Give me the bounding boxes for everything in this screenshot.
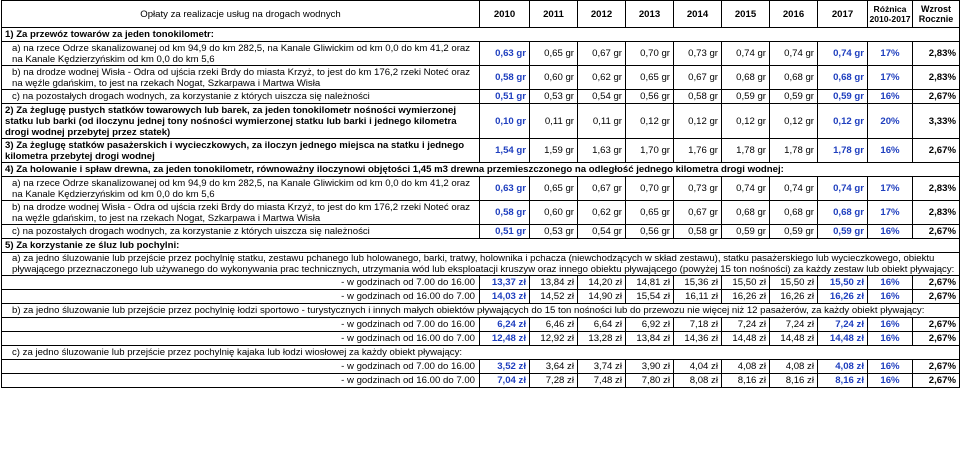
value-cell: 16,26 zł [770,290,818,304]
time-slot-label: - w godzinach od 16.00 do 7.00 [2,290,480,304]
value-cell: 0,70 gr [626,42,674,66]
year-header: 2010 [480,1,530,28]
value-cell: 0,53 gr [530,90,578,104]
value-cell: 8,08 zł [674,374,722,388]
diff-cell: 16% [868,318,913,332]
value-cell: 3,90 zł [626,360,674,374]
subsection-text: a) za jedno śluzowanie lub przejście przez pochylnię statku, zestawu pchanego lub holowanego, barki, tratwy, holownika i pchacza (niewchodzących w skład zestawu), statku pasażerskiego lub wycieczkowego, obiektu pływającego przeznaczonego lub używanego do wykonywania prac technicznych, utrzymania wód lub eksploatacji kruszyw oraz innego obiektu pływającego (powyżej 15 ton nośności) za każdy zestaw lub obiekt pływający: [2,253,960,276]
growth-cell: 2,67% [913,90,960,104]
year-header: 2011 [530,1,578,28]
value-cell: 0,73 gr [674,42,722,66]
growth-cell: 2,67% [913,318,960,332]
diff-cell: 17% [868,66,913,90]
diff-cell: 16% [868,90,913,104]
value-cell: 0,58 gr [674,225,722,239]
table-row [2,360,960,374]
subsection-row [2,304,960,318]
value-cell: 7,18 zł [674,318,722,332]
table-row [2,139,960,163]
growth-cell: 2,67% [913,360,960,374]
table-row [2,276,960,290]
value-cell: 0,65 gr [530,42,578,66]
value-cell: 13,37 zł [480,276,530,290]
value-cell: 7,24 zł [770,318,818,332]
value-cell: 0,65 gr [626,201,674,225]
growth-cell: 2,67% [913,276,960,290]
subsection-text: c) za jedno śluzowanie lub przejście przez pochylnię kajaka lub łodzi wiosłowej za każdy obiekt pływający: [2,346,960,360]
diff-cell: 20% [868,104,913,139]
value-cell: 4,08 zł [770,360,818,374]
growth-cell: 2,67% [913,374,960,388]
row-description: 3) Za żeglugę statków pasażerskich i wycieczkowych, za iloczyn jednego miejsca na statku i jednego kilometra przebytej drogi wodnej [2,139,480,163]
value-cell: 0,74 gr [722,42,770,66]
table-row [2,290,960,304]
value-cell: 0,58 gr [480,201,530,225]
year-header: 2014 [674,1,722,28]
year-header: 2012 [578,1,626,28]
value-cell: 4,04 zł [674,360,722,374]
table-row [2,318,960,332]
value-cell: 14,90 zł [578,290,626,304]
value-cell: 16,26 zł [818,290,868,304]
diff-cell: 16% [868,225,913,239]
row-description: b) na drodze wodnej Wisła - Odra od ujścia rzeki Brdy do miasta Krzyż, to jest do km 176,2 rzeki Noteć oraz na węźle gdańskim, to jest na rzekach Nogat, Szkarpawa i Martwa Wisła [2,201,480,225]
value-cell: 15,36 zł [674,276,722,290]
value-cell: 12,92 zł [530,332,578,346]
value-cell: 0,12 gr [770,104,818,139]
value-cell: 7,48 zł [578,374,626,388]
value-cell: 16,11 zł [674,290,722,304]
value-cell: 1,78 gr [722,139,770,163]
value-cell: 0,58 gr [480,66,530,90]
value-cell: 1,59 gr [530,139,578,163]
value-cell: 0,60 gr [530,201,578,225]
value-cell: 0,65 gr [530,177,578,201]
section-title: 5) Za korzystanie ze śluz lub pochylni: [2,239,960,253]
growth-cell: 2,67% [913,139,960,163]
header-row [2,1,960,28]
growth-cell: 2,83% [913,201,960,225]
time-slot-label: - w godzinach od 7.00 do 16.00 [2,360,480,374]
growth-cell: 2,83% [913,177,960,201]
value-cell: 0,67 gr [674,66,722,90]
time-slot-label: - w godzinach od 16.00 do 7.00 [2,332,480,346]
value-cell: 0,68 gr [818,66,868,90]
value-cell: 6,46 zł [530,318,578,332]
table-row [2,177,960,201]
growth-cell: 2,67% [913,225,960,239]
value-cell: 1,76 gr [674,139,722,163]
table-title: Opłaty za realizacje usług na drogach wodnych [2,1,480,28]
value-cell: 6,64 zł [578,318,626,332]
diff-cell: 16% [868,360,913,374]
value-cell: 0,56 gr [626,225,674,239]
table-row [2,104,960,139]
value-cell: 0,67 gr [578,42,626,66]
section-row [2,163,960,177]
value-cell: 0,10 gr [480,104,530,139]
value-cell: 3,74 zł [578,360,626,374]
value-cell: 8,16 zł [818,374,868,388]
diff-header: Różnica 2010-2017 [868,1,913,28]
diff-cell: 16% [868,276,913,290]
value-cell: 15,50 zł [770,276,818,290]
diff-cell: 17% [868,42,913,66]
diff-cell: 16% [868,374,913,388]
value-cell: 0,68 gr [770,66,818,90]
value-cell: 0,65 gr [626,66,674,90]
growth-cell: 2,83% [913,42,960,66]
value-cell: 8,16 zł [770,374,818,388]
value-cell: 7,24 zł [818,318,868,332]
row-description: 2) Za żeglugę pustych statków towarowych lub barek, za jeden tonokilometr nośności wymierzonej statku lub barki (od iloczynu jednej tony nośności wymierzonej statku lub barki i jednego kilometra drogi wodnej przebytej przez statek) [2,104,480,139]
value-cell: 12,48 zł [480,332,530,346]
table-row [2,225,960,239]
value-cell: 4,08 zł [818,360,868,374]
subsection-text: b) za jedno śluzowanie lub przejście przez pochylnię łodzi sportowo - turystycznych i innych małych obiektów pływających do 15 ton nośności lub do przewozu nie więcej niż 12 pasażerów, za każdy obiekt pływający: [2,304,960,318]
value-cell: 0,59 gr [722,225,770,239]
value-cell: 0,74 gr [770,42,818,66]
year-header: 2015 [722,1,770,28]
value-cell: 0,54 gr [578,225,626,239]
value-cell: 15,54 zł [626,290,674,304]
value-cell: 0,59 gr [818,90,868,104]
table-row [2,201,960,225]
growth-cell: 2,67% [913,290,960,304]
value-cell: 6,24 zł [480,318,530,332]
value-cell: 0,12 gr [722,104,770,139]
value-cell: 14,48 zł [722,332,770,346]
value-cell: 3,64 zł [530,360,578,374]
value-cell: 0,74 gr [818,42,868,66]
value-cell: 0,53 gr [530,225,578,239]
value-cell: 0,51 gr [480,225,530,239]
diff-cell: 17% [868,201,913,225]
value-cell: 0,59 gr [722,90,770,104]
value-cell: 14,48 zł [770,332,818,346]
time-slot-label: - w godzinach od 7.00 do 16.00 [2,276,480,290]
value-cell: 0,56 gr [626,90,674,104]
fees-table [1,0,960,388]
value-cell: 4,08 zł [722,360,770,374]
value-cell: 13,84 zł [530,276,578,290]
table-row [2,66,960,90]
value-cell: 0,68 gr [818,201,868,225]
value-cell: 0,11 gr [578,104,626,139]
diff-cell: 16% [868,139,913,163]
year-header: 2013 [626,1,674,28]
value-cell: 7,24 zł [722,318,770,332]
table-row [2,374,960,388]
value-cell: 0,73 gr [674,177,722,201]
section-row [2,239,960,253]
value-cell: 0,51 gr [480,90,530,104]
value-cell: 0,58 gr [674,90,722,104]
row-description: c) na pozostałych drogach wodnych, za korzystanie z których uiszcza się należności [2,90,480,104]
diff-cell: 16% [868,332,913,346]
section-title: 4) Za holowanie i spław drewna, za jeden tonokilometr, równoważny iloczynowi objętości 1,45 m3 drewna przemieszczonego na odległość jednego kilometra drogi wodnej: [2,163,960,177]
diff-cell: 17% [868,177,913,201]
value-cell: 0,11 gr [530,104,578,139]
value-cell: 0,62 gr [578,201,626,225]
value-cell: 14,48 zł [818,332,868,346]
time-slot-label: - w godzinach od 16.00 do 7.00 [2,374,480,388]
table-row [2,90,960,104]
row-description: c) na pozostałych drogach wodnych, za korzystanie z których uiszcza się należności [2,225,480,239]
value-cell: 1,70 gr [626,139,674,163]
value-cell: 14,81 zł [626,276,674,290]
value-cell: 8,16 zł [722,374,770,388]
value-cell: 15,50 zł [722,276,770,290]
value-cell: 7,28 zł [530,374,578,388]
value-cell: 14,03 zł [480,290,530,304]
row-description: a) na rzece Odrze skanalizowanej od km 94,9 do km 282,5, na Kanale Gliwickim od km 0,0 do km 41,2 oraz na Kanale Kędzierzyńskim od km 0,0 do km 5,6 [2,177,480,201]
value-cell: 0,74 gr [818,177,868,201]
value-cell: 0,54 gr [578,90,626,104]
row-description: b) na drodze wodnej Wisła - Odra od ujścia rzeki Brdy do miasta Krzyż, to jest do km 176,2 rzeki Noteć oraz na węźle gdańskim, to jest na rzekach Nogat, Szkarpawa i Martwa Wisła [2,66,480,90]
value-cell: 0,12 gr [818,104,868,139]
year-header: 2016 [770,1,818,28]
diff-cell: 16% [868,290,913,304]
growth-cell: 2,67% [913,332,960,346]
growth-cell: 2,83% [913,66,960,90]
value-cell: 0,67 gr [674,201,722,225]
value-cell: 0,68 gr [770,201,818,225]
value-cell: 15,50 zł [818,276,868,290]
value-cell: 0,12 gr [626,104,674,139]
value-cell: 0,74 gr [770,177,818,201]
section-title: 1) Za przewóz towarów za jeden tonokilometr: [2,28,960,42]
value-cell: 1,78 gr [818,139,868,163]
value-cell: 16,26 zł [722,290,770,304]
value-cell: 14,52 zł [530,290,578,304]
value-cell: 0,68 gr [722,66,770,90]
time-slot-label: - w godzinach od 7.00 do 16.00 [2,318,480,332]
value-cell: 0,62 gr [578,66,626,90]
table-row [2,332,960,346]
value-cell: 3,52 zł [480,360,530,374]
value-cell: 7,80 zł [626,374,674,388]
value-cell: 0,70 gr [626,177,674,201]
value-cell: 13,84 zł [626,332,674,346]
row-description: a) na rzece Odrze skanalizowanej od km 94,9 do km 282,5, na Kanale Gliwickim od km 0,0 do km 41,2 oraz na Kanale Kędzierzyńskim od km 0,0 do km 5,6 [2,42,480,66]
value-cell: 6,92 zł [626,318,674,332]
subsection-row [2,253,960,276]
value-cell: 13,28 zł [578,332,626,346]
value-cell: 7,04 zł [480,374,530,388]
growth-header: Wzrost Rocznie [913,1,960,28]
value-cell: 14,36 zł [674,332,722,346]
value-cell: 0,59 gr [770,90,818,104]
value-cell: 0,74 gr [722,177,770,201]
value-cell: 0,59 gr [770,225,818,239]
growth-cell: 3,33% [913,104,960,139]
value-cell: 0,67 gr [578,177,626,201]
value-cell: 1,78 gr [770,139,818,163]
table-row [2,42,960,66]
value-cell: 14,20 zł [578,276,626,290]
value-cell: 1,54 gr [480,139,530,163]
value-cell: 0,63 gr [480,42,530,66]
value-cell: 0,68 gr [722,201,770,225]
value-cell: 0,59 gr [818,225,868,239]
value-cell: 1,63 gr [578,139,626,163]
value-cell: 0,63 gr [480,177,530,201]
subsection-row [2,346,960,360]
value-cell: 0,60 gr [530,66,578,90]
section-row [2,28,960,42]
year-header: 2017 [818,1,868,28]
value-cell: 0,12 gr [674,104,722,139]
